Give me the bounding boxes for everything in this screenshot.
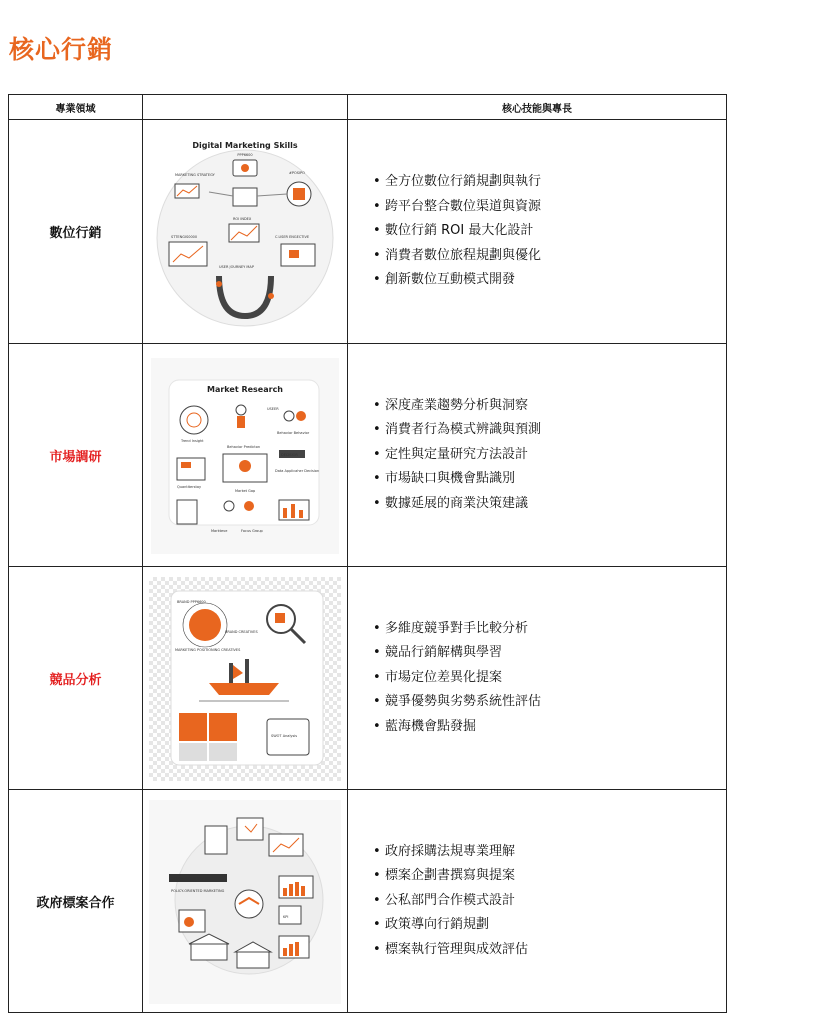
svg-text:Trend Insight: Trend Insight [181,439,204,443]
domain-label: 政府標案合作 [9,790,143,1013]
skills-cell [348,790,727,1013]
digital-marketing-illustration [149,126,341,336]
svg-text:USER JOURNEY MAP: USER JOURNEY MAP [219,265,254,269]
svg-text:Data Applicaher Decision: Data Applicaher Decision [275,469,320,473]
illustration-title: Digital Marketing Skills [192,141,298,150]
svg-text:POLICY-ORIENTED MARKETING: POLICY-ORIENTED MARKETING [171,889,225,893]
svg-text:Market Gap: Market Gap [235,489,256,493]
list-item: • 全方位數位行銷規劃與執行 [373,170,726,195]
illustration-cell [143,790,348,1013]
list-item: • 消費者行為模式辨識與預測 [373,418,726,443]
svg-text:PPP6600: PPP6600 [237,153,253,157]
svg-text:MARKETING POSITIONING CREATIVE: MARKETING POSITIONING CREATIVES [175,648,241,652]
skills-list [348,170,726,293]
svg-text:ROI INDEX: ROI INDEX [233,217,252,221]
table-header-row [9,95,727,120]
header-skills: 核心技能與專長 [348,95,727,120]
list-item: • 數位行銷 ROI 最大化設計 [373,219,726,244]
market-research-illustration [149,350,341,560]
svg-text:GOVERNMENT EXPERT: GOVERNMENT EXPERT [171,877,211,881]
list-item: • 競品行銷解構與學習 [373,641,726,666]
illustration-title: Market Research [207,385,283,394]
svg-text:MARKETING STRATEGY: MARKETING STRATEGY [175,173,215,177]
list-item: • 數據延展的商業決策建議 [373,492,726,517]
illustration-cell [143,120,348,344]
list-item: • 公私部門合作模式設計 [373,889,726,914]
domain-label: 競品分析 [9,567,143,790]
list-item: • 跨平台整合數位渠道與資源 [373,195,726,220]
svg-text:Markteve: Markteve [211,529,228,533]
list-item: • 創新數位互動模式開發 [373,268,726,293]
svg-text:KPI: KPI [283,915,289,919]
government-tender-illustration [149,796,341,1006]
header-domain: 專業領域 [9,95,143,120]
list-item: • 競爭優勢與劣勢系統性評估 [373,690,726,715]
svg-text:Focus Group: Focus Group [241,529,263,533]
svg-text:BRAND CREATIVES: BRAND CREATIVES [225,630,258,634]
illustration-cell [143,344,348,567]
competitor-analysis-illustration [149,573,341,783]
svg-text:DECISIOR: DECISIOR [281,453,298,457]
skills-list [348,617,726,740]
skills-cell [348,120,727,344]
skills-list [348,840,726,963]
list-item: • 藍海機會點發掘 [373,715,726,740]
list-item: • 定性與定量研究方法設計 [373,443,726,468]
table-row [9,120,727,344]
table-row [9,790,727,1013]
svg-text:Quantiterstay: Quantiterstay [177,485,202,489]
domain-label: 數位行銷 [9,120,143,344]
skills-list [348,394,726,517]
skills-table [8,94,727,1013]
list-item: • 消費者數位旅程規劃與優化 [373,244,726,269]
svg-text:Behavior Predicton: Behavior Predicton [227,445,261,449]
svg-text:USEER: USEER [267,407,279,411]
svg-text:BRAND PPP6600: BRAND PPP6600 [177,600,206,604]
illustration-cell [143,567,348,790]
list-item: • 深度產業趨勢分析與洞察 [373,394,726,419]
skills-cell [348,344,727,567]
svg-text:#POSIPO: #POSIPO [289,171,305,175]
list-item: • 標案執行管理與成效評估 [373,938,726,963]
list-item: • 政策導向行銷規劃 [373,913,726,938]
svg-text:STTENGIS0000: STTENGIS0000 [171,235,198,239]
list-item: • 市場缺口與機會點識別 [373,467,726,492]
list-item: • 標案企劃書撰寫與提案 [373,864,726,889]
header-illustration [143,95,348,120]
domain-label: 市場調研 [9,344,143,567]
svg-text:C.USER ENGECTIVE: C.USER ENGECTIVE [275,235,310,239]
page-title: 核心行銷 [9,35,114,64]
list-item: • 政府採購法規專業理解 [373,840,726,865]
svg-text:Behavior Behavior: Behavior Behavior [277,431,310,435]
table-row [9,344,727,567]
list-item: • 市場定位差異化提案 [373,666,726,691]
table-row [9,567,727,790]
svg-text:SWOT Analysis: SWOT Analysis [271,734,298,738]
skills-cell [348,567,727,790]
list-item: • 多維度競爭對手比較分析 [373,617,726,642]
